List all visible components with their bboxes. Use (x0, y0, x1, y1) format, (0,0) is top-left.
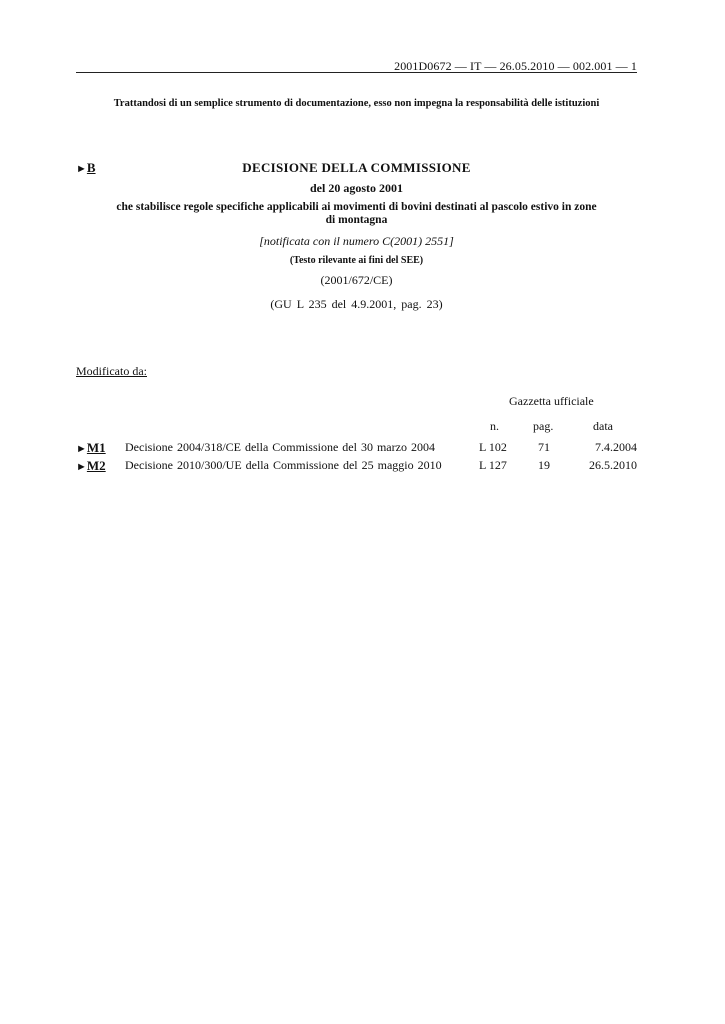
amendment-oj-number: L 102 (479, 440, 507, 454)
amendment-page: 71 (538, 440, 550, 454)
amendment-date: 26.5.2010 (589, 458, 637, 472)
amendment-row (76, 440, 637, 456)
triangle-right-icon: ► (76, 163, 87, 175)
column-header-page: pag. (533, 419, 554, 433)
amendment-marker[interactable] (76, 440, 106, 456)
amendment-oj-number: L 127 (479, 458, 507, 472)
header-divider (76, 72, 637, 73)
amendments-heading: Modificato da: (76, 364, 147, 378)
base-act-code[interactable]: B (86, 160, 96, 175)
act-subtitle-line-2: di montagna (325, 214, 388, 226)
amendment-marker[interactable] (76, 458, 106, 474)
amendment-page: 19 (538, 458, 550, 472)
eea-relevance: (Testo rilevante ai fini del SEE) (289, 255, 424, 266)
act-number: (2001/672/CE) (320, 273, 393, 287)
triangle-right-icon: ► (76, 443, 87, 455)
official-journal-reference: (GU L 235 del 4.9.2001, pag. 23) (270, 297, 443, 311)
disclaimer-text: Trattandosi di un semplice strumento di documentazione, esso non impegna la responsabilità delle istituzioni (113, 98, 600, 109)
base-act-marker[interactable] (76, 160, 96, 176)
act-subtitle-line-1: che stabilisce regole specifiche applicabili ai movimenti di bovini destinati al pascolo estivo in zone (116, 201, 597, 213)
amendment-date: 7.4.2004 (595, 440, 637, 454)
gazette-column-heading: Gazzetta ufficiale (509, 394, 594, 408)
amendment-code[interactable]: M1 (86, 440, 106, 455)
column-header-number: n. (490, 419, 499, 433)
document-reference: 2001D0672 — IT — 26.05.2010 — 002.001 — 1 (394, 59, 637, 73)
amendment-row (76, 458, 637, 474)
amendment-description: Decisione 2010/300/UE della Commissione del 25 maggio 2010 (125, 458, 442, 472)
notification-number: [notificata con il numero C(2001) 2551] (259, 234, 454, 248)
column-header-date: data (593, 419, 613, 433)
act-date: del 20 agosto 2001 (310, 181, 403, 195)
act-title: DECISIONE DELLA COMMISSIONE (242, 160, 471, 175)
act-subtitle (100, 201, 613, 227)
amendment-description: Decisione 2004/318/CE della Commissione del 30 marzo 2004 (125, 440, 435, 454)
triangle-right-icon: ► (76, 461, 87, 473)
amendment-code[interactable]: M2 (86, 458, 106, 473)
